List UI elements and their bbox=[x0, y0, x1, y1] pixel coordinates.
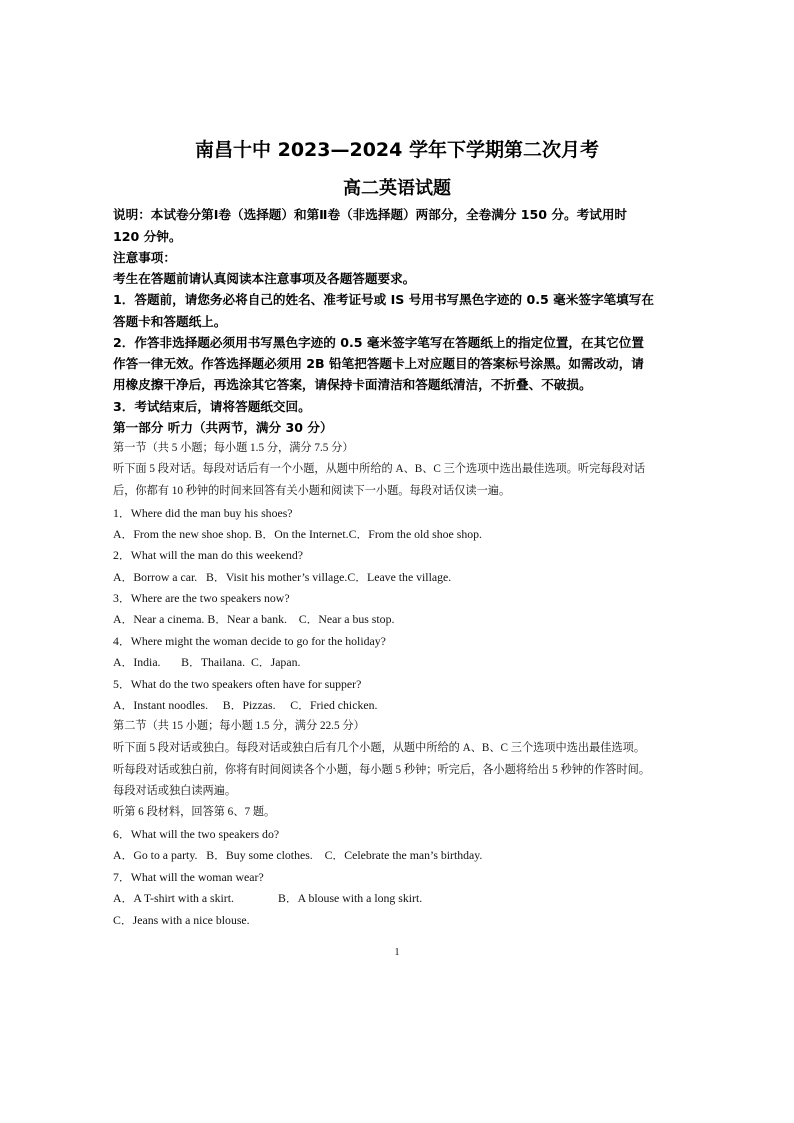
notes-heading: 注意事项： bbox=[113, 250, 176, 265]
section-instruction: 听下面 5 段对话或独白。每段对话或独白后有几个小题，从题中所给的 A、B、C 三个选项中选出最佳选项。 bbox=[113, 742, 646, 754]
option-c: C．Celebrate the man’s birthday. bbox=[324, 848, 483, 862]
notes-lead: 考生在答题前请认真阅读本注意事项及各题答题要求。 bbox=[113, 271, 416, 286]
question-text: 6．What will the two speakers do? bbox=[113, 827, 280, 841]
question-options bbox=[113, 846, 482, 863]
question-options bbox=[113, 653, 300, 670]
option-b: B．Buy some clothes. bbox=[206, 848, 325, 862]
note-item: 2．作答非选择题必须用书写黑色字迹的 0.5 毫米签字笔写在答题纸上的指定位置，在其它位置 bbox=[113, 335, 644, 350]
question-options bbox=[113, 525, 482, 542]
exam-subtitle: 高二英语试题 bbox=[343, 178, 451, 199]
option-c: C．Fried chicken. bbox=[290, 698, 378, 712]
section-instruction: 听下面 5 段对话。每段对话后有一个小题，从题中所给的 A、B、C 三个选项中选出最佳选项。听完每段对话 bbox=[113, 463, 646, 475]
section-heading: 第一节（共 5 小题；每小题 1.5 分，满分 7.5 分） bbox=[113, 442, 354, 454]
section-instruction: 每段对话或独白读两遍。 bbox=[113, 785, 237, 797]
question-options bbox=[113, 610, 394, 627]
option-c: C．Jeans with a nice blouse. bbox=[113, 913, 250, 927]
option-a: A．Go to a party. bbox=[113, 848, 207, 862]
question-text: 2．What will the man do this weekend? bbox=[113, 548, 304, 562]
option-b: B．On the Internet. bbox=[254, 527, 349, 541]
note-item: 3．考试结束后，请将答题纸交回。 bbox=[113, 399, 311, 414]
question-text: 7．What will the woman wear? bbox=[113, 870, 264, 884]
question-options bbox=[113, 696, 377, 713]
description-line: 说明：本试卷分第Ⅰ卷（选择题）和第Ⅱ卷（非选择题）两部分，全卷满分 150 分。考试用时 bbox=[113, 207, 628, 222]
question-text: 4．Where might the woman decide to go for the holiday? bbox=[113, 634, 386, 648]
question-text: 1．Where did the man buy his shoes? bbox=[113, 506, 293, 520]
option-c: C．Japan. bbox=[250, 655, 301, 669]
section-instruction: 后，你都有 10 秒钟的时间来回答有关小题和阅读下一小题。每段对话仅读一遍。 bbox=[113, 485, 511, 497]
option-a: A．A T-shirt with a skirt. bbox=[113, 891, 234, 905]
note-item: 答题卡和答题纸上。 bbox=[113, 314, 227, 329]
exam-title: 南昌十中 2023—2024 学年下学期第二次月考 bbox=[195, 139, 599, 161]
material-note: 听第 6 段材料，回答第 6、7 题。 bbox=[113, 806, 276, 818]
section-heading: 第二节（共 15 小题；每小题 1.5 分，满分 22.5 分） bbox=[113, 720, 365, 732]
note-item: 1．答题前，请您务必将自己的姓名、准考证号或 IS 号用书写黑色字迹的 0.5 毫米签字笔填写在 bbox=[113, 292, 654, 307]
option-a: A．From the new shoe shop. bbox=[113, 527, 255, 541]
section-instruction: 听每段对话或独白前，你将有时间阅读各个小题，每小题 5 秒钟；听完后，各小题将给出 5 秒钟的作答时间。 bbox=[113, 764, 651, 776]
option-a: A．Instant noodles. bbox=[113, 698, 223, 712]
option-b: B．Visit his mother’s village. bbox=[206, 570, 348, 584]
description-line: 120 分钟。 bbox=[113, 229, 182, 244]
option-b: B．Near a bank. bbox=[207, 612, 299, 626]
option-a: A．Near a cinema. bbox=[113, 612, 208, 626]
option-b: B．A blouse with a long skirt. bbox=[278, 891, 423, 905]
option-a: A．India. bbox=[113, 655, 182, 669]
option-c: C．From the old shoe shop. bbox=[348, 527, 482, 541]
page-number: 1 bbox=[394, 947, 400, 958]
question-text: 3．Where are the two speakers now? bbox=[113, 591, 290, 605]
question-text: 5．What do the two speakers often have for supper? bbox=[113, 677, 362, 691]
option-b: B．Thailana. bbox=[181, 655, 251, 669]
option-a: A．Borrow a car. bbox=[113, 570, 207, 584]
option-b: B．Pizzas. bbox=[222, 698, 291, 712]
question-options bbox=[113, 568, 451, 585]
option-c: C．Near a bus stop. bbox=[298, 612, 395, 626]
option-c: C．Leave the village. bbox=[347, 570, 452, 584]
part-heading: 第一部分 听力（共两节，满分 30 分） bbox=[113, 420, 333, 435]
note-item: 用橡皮擦干净后，再选涂其它答案，请保持卡面清洁和答题纸清洁，不折叠、不破损。 bbox=[113, 377, 592, 392]
note-item: 作答一律无效。作答选择题必须用 2B 铅笔把答题卡上对应题目的答案标号涂黑。如需改动，请 bbox=[113, 356, 644, 371]
